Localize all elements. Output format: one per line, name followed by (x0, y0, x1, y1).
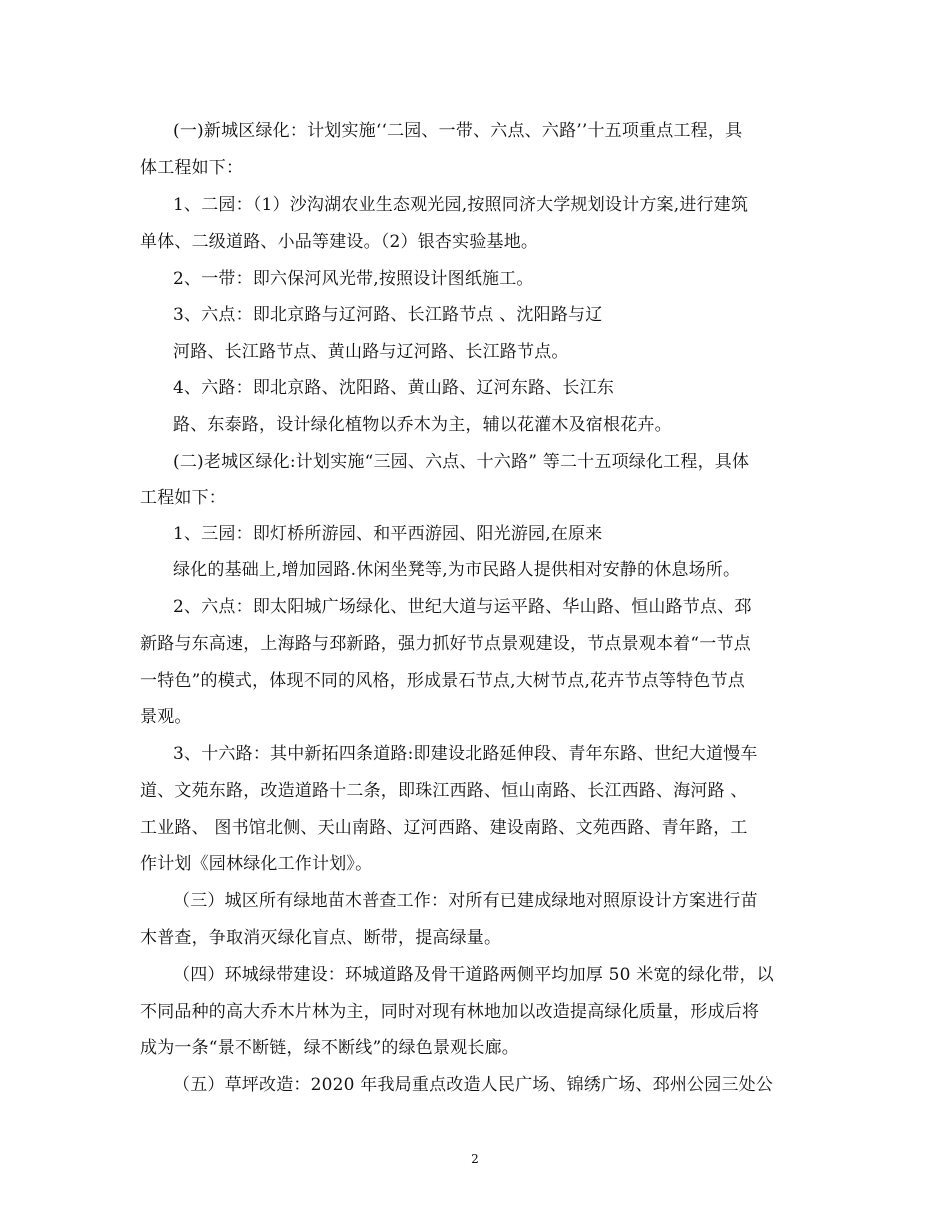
text-line: (二)老城区绿化:计划实施“三园、六点、十六路” 等二十五项绿化工程，具体 (173, 452, 750, 472)
page-number: 2 (471, 1152, 479, 1166)
text-line: 单体、二级道路、小品等建设。（2）银杏实验基地。 (140, 232, 539, 252)
text-line: 工程如下： (140, 488, 226, 508)
text-line: 景观。 (140, 707, 192, 727)
text-line: 一特色”的模式，体现不同的风格，形成景石节点,大树节点,花卉节点等特色节点 (140, 671, 745, 691)
text-line: （三）城区所有绿地苗木普查工作：对所有已建成绿地对照原设计方案进行苗 (173, 891, 758, 911)
text-line: 工业路、 图书馆北侧、天山南路、辽河西路、建设南路、文苑西路、青年路，工 (140, 818, 748, 838)
text-line: 1、三园：即灯桥所游园、和平西游园、阳光游园,在原来 (173, 524, 603, 544)
text-line: 1、二园：（1）沙沟湖农业生态观光园,按照同济大学规划设计方案,进行建筑 (173, 195, 749, 215)
text-line: 作计划《园林绿化工作计划》。 (140, 854, 373, 874)
text-line: 不同品种的高大乔木片林为主，同时对现有林地加以改造提高绿化质量，形成后将 (140, 1002, 760, 1022)
text-line: 木普查，争取消灭绿化盲点、断带，提高绿量。 (140, 928, 502, 948)
text-line: (一)新城区绿化：计划实施‘‘二园、一带、六点、六路’’十五项重点工程，具 (173, 121, 743, 141)
text-line: （四）环城绿带建设：环城道路及骨干道路两侧平均加厚 50 米宽的绿化带，以 (173, 965, 774, 985)
text-line: 道、文苑东路，改造道路十二条，即珠江西路、恒山南路、长江西路、海河路 、 (140, 781, 748, 801)
text-line: 绿化的基础上,增加园路.休闲坐凳等,为市民路人提供相对安静的休息场所。 (173, 560, 741, 580)
text-line: 体工程如下： (140, 158, 244, 178)
text-line: 路、东泰路，设计绿化植物以乔木为主，辅以花灌木及宿根花卉。 (173, 415, 672, 435)
text-line: 3、十六路：其中新拓四条道路:即建设北路延伸段、青年东路、世纪大道慢车 (173, 744, 758, 764)
text-line: 成为一条“景不断链，绿不断线”的绿色景观长廊。 (140, 1038, 519, 1058)
text-line: （五）草坪改造：2020 年我局重点改造人民广场、锦绣广场、邳州公园三处公 (173, 1075, 774, 1095)
text-line: 新路与东高速，上海路与邳新路，强力抓好节点景观建设，节点景观本着“一节点 (140, 634, 751, 654)
text-line: 2、六点：即太阳城广场绿化、世纪大道与运平路、华山路、恒山路节点、邳 (173, 597, 752, 617)
text-line: 4、六路：即北京路、沈阳路、黄山路、辽河东路、长江东 (173, 378, 615, 398)
text-line: 河路、长江路节点、黄山路与辽河路、长江路节点。 (173, 342, 569, 362)
text-line: 2、一带：即六保河风光带,按照设计图纸施工。 (173, 269, 534, 289)
text-line: 3、六点：即北京路与辽河路、长江路节点 、沈阳路与辽 (173, 305, 603, 325)
